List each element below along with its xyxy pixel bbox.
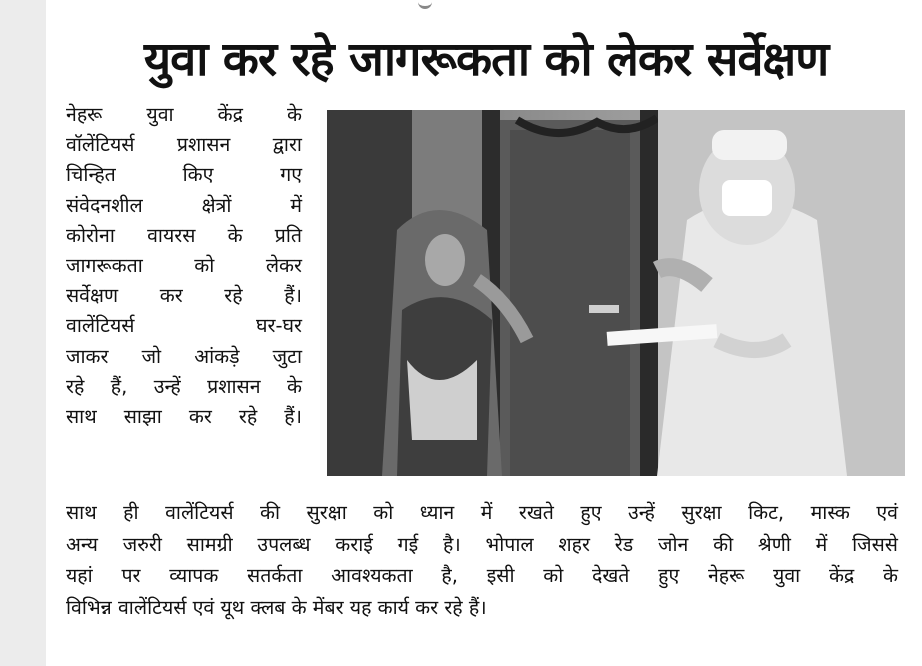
page-edge-strip: [0, 0, 46, 666]
column-line: कोरोना वायरस के प्रति: [66, 223, 302, 247]
previous-article-fragment: [418, 0, 432, 9]
body-line: अन्य जरुरी सामग्री उपलब्ध कराई गई है। भोपाल शहर रेड जोन की श्रेणी में जिससे: [66, 532, 898, 556]
column-line: सर्वेक्षण कर रहे हैं।: [66, 284, 302, 308]
column-line: जागरूकता को लेकर: [66, 254, 302, 278]
column-line: वॉलेंटियर्स प्रशासन द्वारा: [66, 133, 302, 157]
column-line: साथ साझा कर रहे हैं।: [66, 405, 302, 429]
body-line: यहां पर व्यापक सतर्कता आवश्यकता है, इसी को देखते हुए नेहरू युवा केंद्र के: [66, 564, 898, 587]
column-line: नेहरू युवा केंद्र के: [66, 103, 302, 126]
photo-illustration: [327, 110, 905, 476]
body-line: साथ ही वालेंटियर्स की सुरक्षा को ध्यान में रखते हुए उन्हें सुरक्षा किट, मास्क एवं: [66, 501, 898, 524]
column-line: जाकर जो आंकड़े जुटा: [66, 344, 302, 368]
article-column: [66, 100, 302, 432]
headline: युवा कर रहे जागरूकता को लेकर सर्वेक्षण: [143, 32, 829, 87]
column-line: चिन्हित किए गए: [66, 163, 302, 187]
column-line: रहे हैं, उन्हें प्रशासन के: [66, 374, 302, 398]
news-photo: [327, 110, 905, 476]
article-continuation: [66, 497, 898, 623]
column-line: संवेदनशील क्षेत्रों में: [66, 193, 302, 217]
body-line: विभिन्न वालेंटियर्स एवं यूथ क्लब के मेंबर यह कार्य कर रहे हैं।: [66, 595, 487, 619]
column-line: वालेंटियर्स घर-घर: [66, 314, 302, 338]
